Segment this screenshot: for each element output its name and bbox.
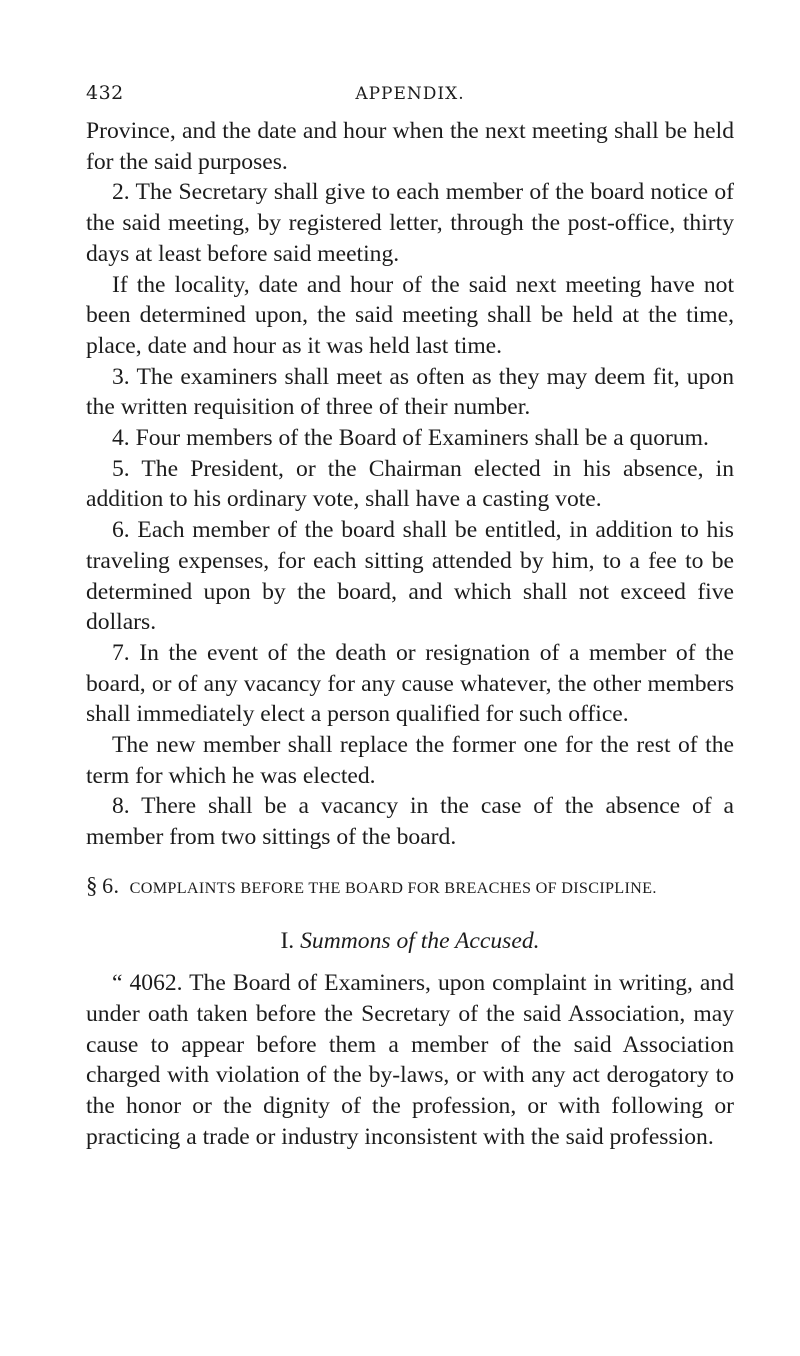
running-title: APPENDIX. xyxy=(355,84,465,104)
paragraph: Province, and the date and hour when the next meeting shall be held for the said purposes. xyxy=(86,118,734,175)
paragraph: 2. The Secretary shall give to each member of the board notice of the said meeting, by registered letter, through the post-office, thirty days at least before said meeting. xyxy=(86,179,734,267)
section-heading xyxy=(86,871,734,904)
paragraph: If the locality, date and hour of the said next meeting have not been determined upon, the said meeting shall be held at the time, place, date and hour as it was held last time. xyxy=(86,271,734,359)
paragraph: 8. There shall be a vacancy in the case of the absence of a member from two sittings of the board. xyxy=(86,793,734,851)
subsection-heading xyxy=(86,926,734,957)
paragraph: The new member shall replace the former one for the rest of the term for which he was elected. xyxy=(86,732,734,789)
paragraph: 5. The President, or the Chairman elected in his absence, in addition to his ordinary vote, shall have a casting vote. xyxy=(86,455,734,513)
body-text xyxy=(86,116,734,1153)
paragraph: “ 4062. The Board of Examiners, upon complaint in writing, and under oath taken before the Secretary of the said Association, may cause to appear before them a member of the said Association charged with violation of the by-laws, or with any act derogatory to the honor or the dignity of the profession, or with following or practicing a trade or industry inconsistent with the said profession. xyxy=(86,970,734,1150)
page-number: 432 xyxy=(86,82,124,104)
paragraph: 7. In the event of the death or resignation of a member of the board, or of any vacancy for any cause whatever, the other members shall immediately elect a person qualified for such office. xyxy=(86,639,734,728)
subsection-number: I. xyxy=(280,927,295,954)
paragraph: 3. The examiners shall meet as often as they may deem fit, upon the written requisition of three of their number. xyxy=(86,363,734,421)
subsection-title: Summons of the Accused. xyxy=(300,927,540,954)
section-number: 6. xyxy=(102,872,120,898)
paragraph: 4. Four members of the Board of Examiners shall be a quorum. xyxy=(112,425,709,452)
paragraph: 6. Each member of the board shall be entitled, in addition to his traveling expenses, for each sitting attended by him, to a fee to be determined upon by the board, and which shall not exceed five dollars. xyxy=(86,517,734,636)
running-head xyxy=(86,82,734,116)
section-title: COMPLAINTS BEFORE THE BOARD FOR BREACHES OF DISCIPLINE. xyxy=(129,878,657,897)
section-sign: § xyxy=(86,872,98,898)
